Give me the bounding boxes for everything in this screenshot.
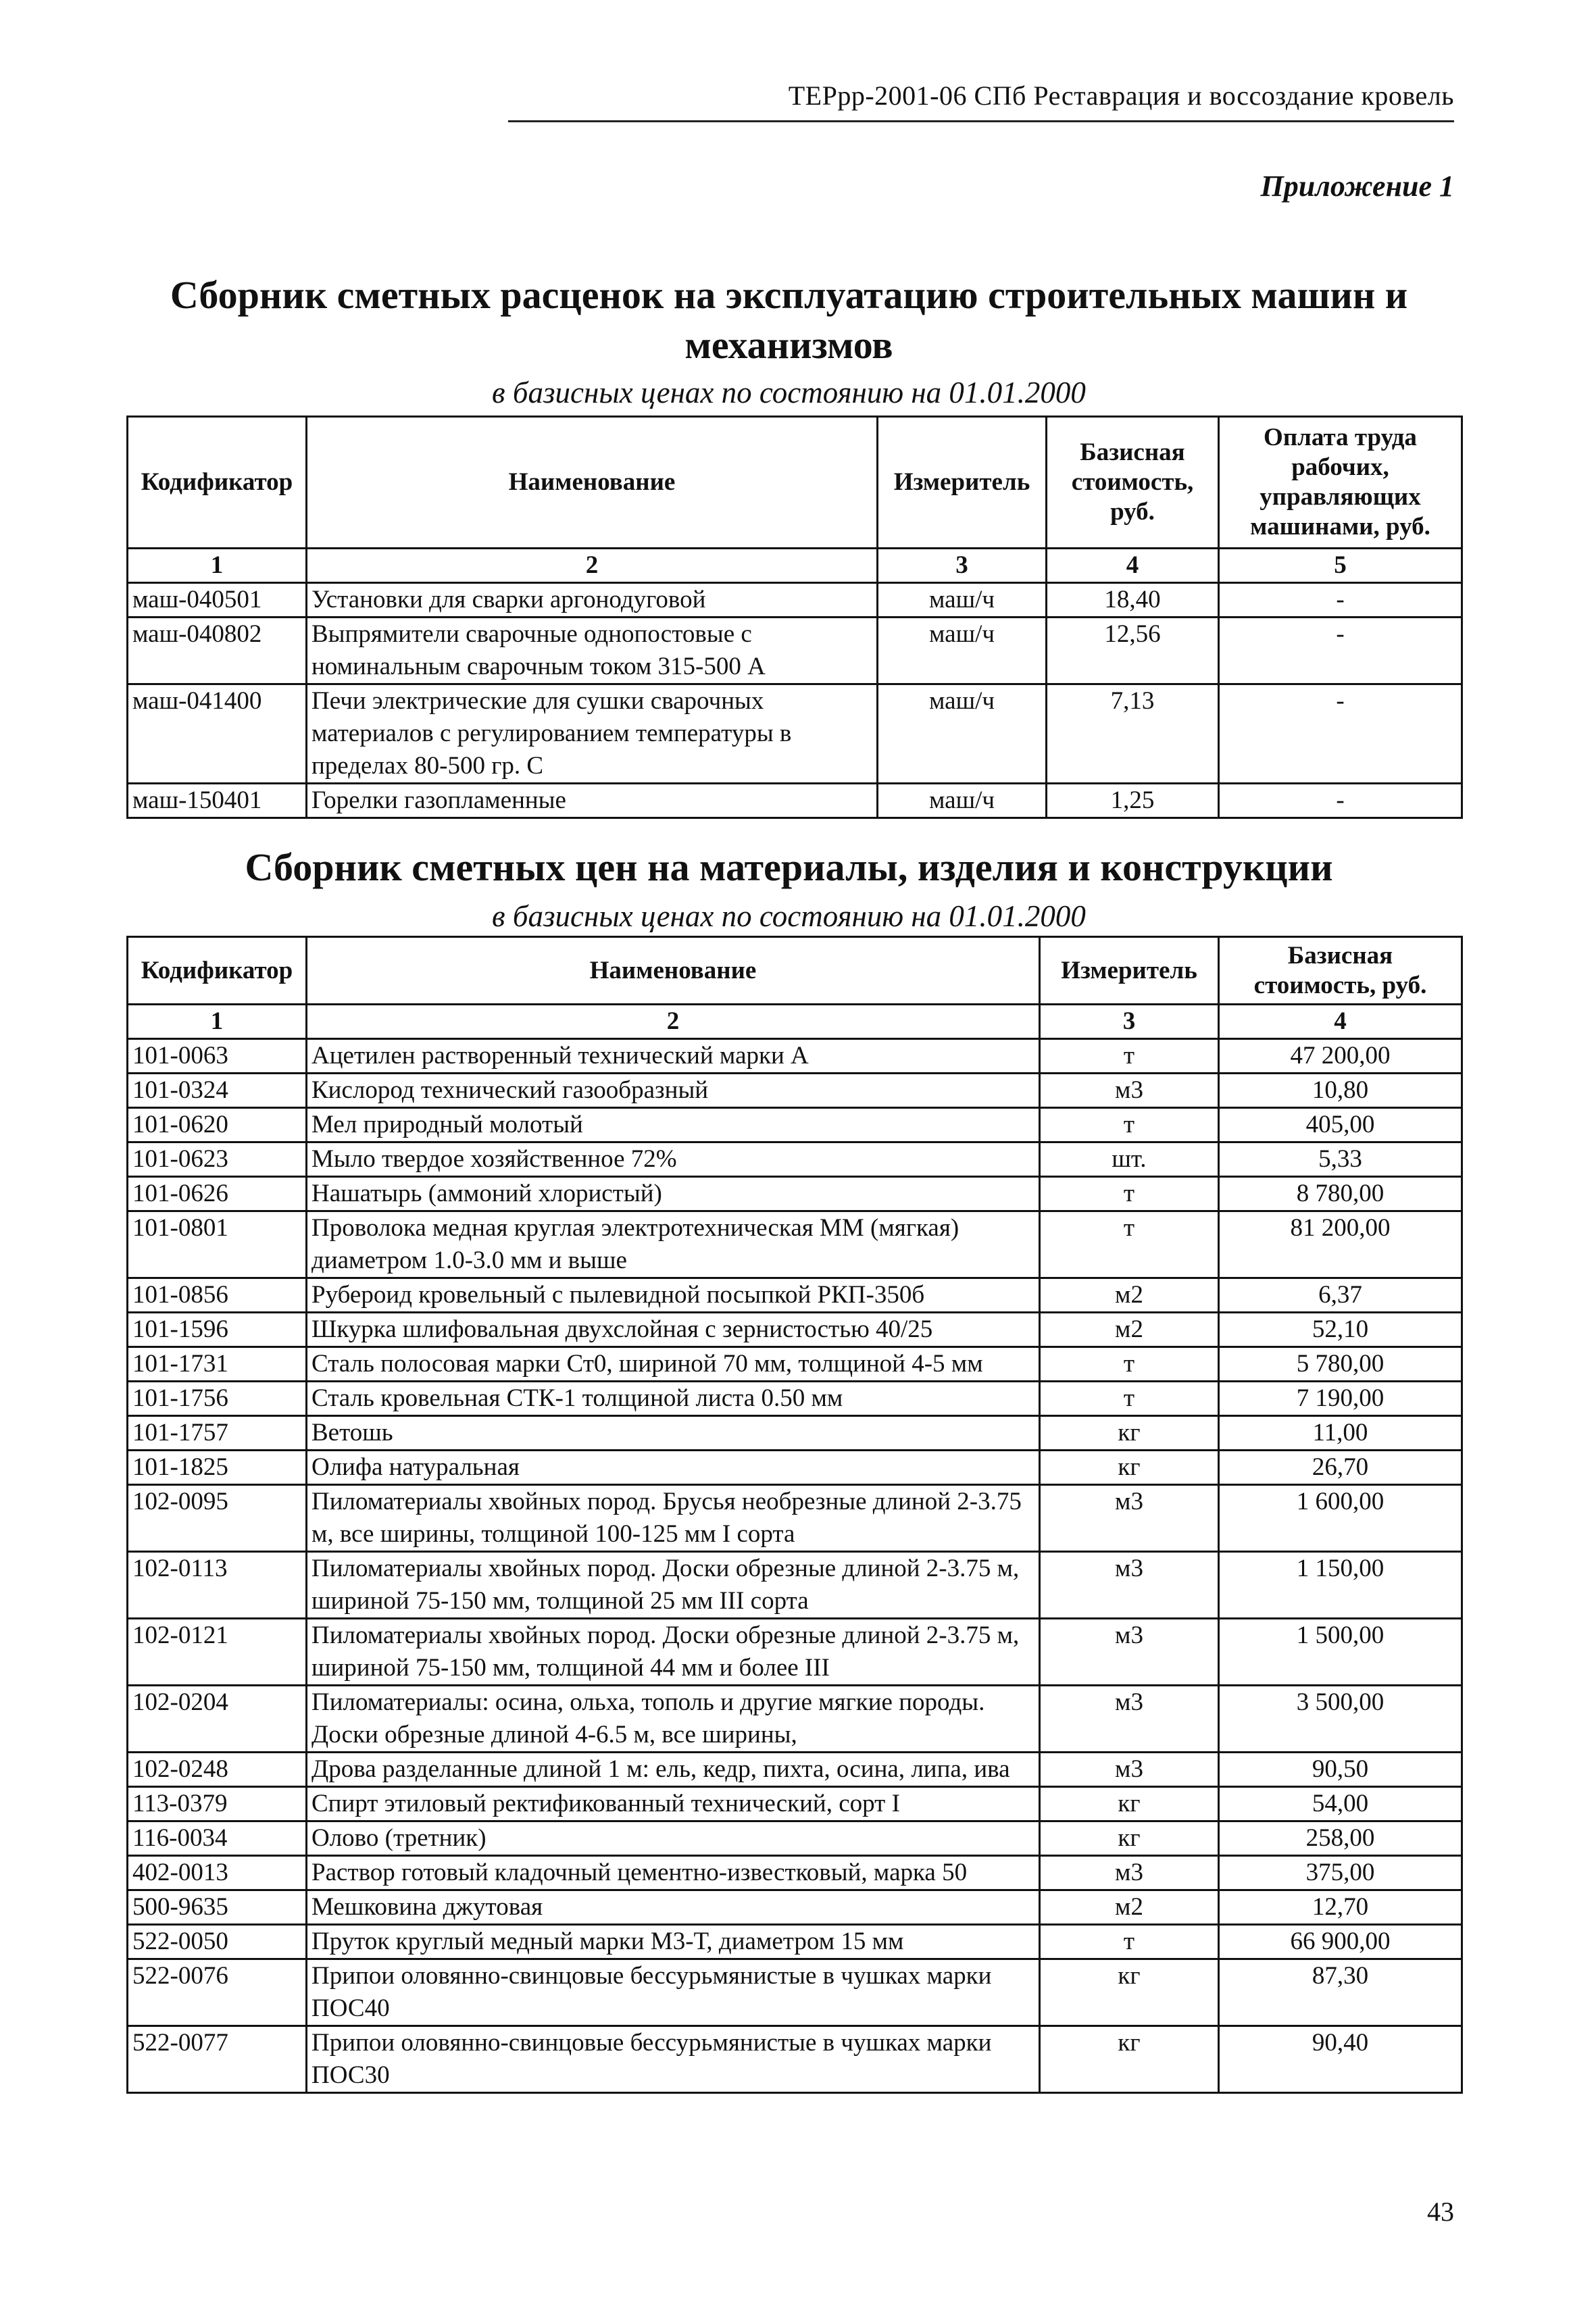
table-row bbox=[128, 1382, 1462, 1416]
column-number: 3 bbox=[878, 549, 1047, 583]
table-row bbox=[128, 2026, 1462, 2093]
unit-cell: кг bbox=[1040, 1959, 1219, 2026]
unit-cell: кг bbox=[1040, 1416, 1219, 1451]
cost-cell: 11,00 bbox=[1219, 1416, 1462, 1451]
unit-cell: м3 bbox=[1040, 1552, 1219, 1619]
cost-cell: 375,00 bbox=[1219, 1856, 1462, 1890]
column-number: 4 bbox=[1219, 1005, 1462, 1039]
name-cell: Рубероид кровельный с пылевидной посыпкой РКП-350б bbox=[307, 1278, 1040, 1313]
name-cell: Мел природный молотый bbox=[307, 1108, 1040, 1142]
cost-cell: 90,40 bbox=[1219, 2026, 1462, 2093]
name-cell: Кислород технический газообразный bbox=[307, 1074, 1040, 1108]
table-row bbox=[128, 1074, 1462, 1108]
code-cell: 101-1756 bbox=[128, 1382, 307, 1416]
name-cell: Олово (третник) bbox=[307, 1821, 1040, 1856]
unit-cell: т bbox=[1040, 1177, 1219, 1211]
code-cell: 101-1825 bbox=[128, 1451, 307, 1485]
cost-cell: 1 150,00 bbox=[1219, 1552, 1462, 1619]
table-row bbox=[128, 1925, 1462, 1959]
code-cell: 102-0113 bbox=[128, 1552, 307, 1619]
unit-cell: маш/ч bbox=[878, 784, 1047, 818]
running-title: ТЕРрр-2001-06 СПб Реставрация и воссоздание кровель bbox=[788, 80, 1454, 111]
cost-cell: 3 500,00 bbox=[1219, 1686, 1462, 1753]
code-cell: 522-0077 bbox=[128, 2026, 307, 2093]
column-number: 2 bbox=[307, 549, 878, 583]
name-cell: Выпрямители сварочные однопостовые с номинальным сварочным током 315-500 А bbox=[307, 618, 878, 684]
code-cell: 116-0034 bbox=[128, 1821, 307, 1856]
code-cell: маш-150401 bbox=[128, 784, 307, 818]
code-cell: 102-0248 bbox=[128, 1753, 307, 1787]
table-row bbox=[128, 1890, 1462, 1925]
code-cell: маш-040501 bbox=[128, 583, 307, 618]
cost-cell: 12,56 bbox=[1047, 618, 1219, 684]
name-cell: Ветошь bbox=[307, 1416, 1040, 1451]
table-row bbox=[128, 1787, 1462, 1821]
unit-cell: м3 bbox=[1040, 1074, 1219, 1108]
unit-cell: м2 bbox=[1040, 1313, 1219, 1347]
code-cell: 101-0063 bbox=[128, 1039, 307, 1074]
cost-cell: 90,50 bbox=[1219, 1753, 1462, 1787]
table-row bbox=[128, 583, 1462, 618]
unit-cell: т bbox=[1040, 1347, 1219, 1382]
cost-cell: 47 200,00 bbox=[1219, 1039, 1462, 1074]
table-row bbox=[128, 1313, 1462, 1347]
unit-cell: кг bbox=[1040, 1787, 1219, 1821]
unit-cell: м2 bbox=[1040, 1278, 1219, 1313]
column-number: 5 bbox=[1219, 549, 1462, 583]
name-cell: Дрова разделанные длиной 1 м: ель, кедр, пихта, осина, липа, ива bbox=[307, 1753, 1040, 1787]
col-header-name: Наименование bbox=[307, 937, 1040, 1005]
table-row bbox=[128, 618, 1462, 684]
cost-cell: 66 900,00 bbox=[1219, 1925, 1462, 1959]
unit-cell: т bbox=[1040, 1039, 1219, 1074]
cost-cell: 7,13 bbox=[1047, 684, 1219, 784]
col-header-labor: Оплата труда рабочих, управляющих машинами, руб. bbox=[1219, 417, 1462, 549]
table-row bbox=[128, 1211, 1462, 1278]
col-header-cost: Базисная стоимость, руб. bbox=[1047, 417, 1219, 549]
name-cell: Раствор готовый кладочный цементно-известковый, марка 50 bbox=[307, 1856, 1040, 1890]
code-cell: 101-0626 bbox=[128, 1177, 307, 1211]
cost-cell: 1,25 bbox=[1047, 784, 1219, 818]
code-cell: 402-0013 bbox=[128, 1856, 307, 1890]
column-number: 1 bbox=[128, 1005, 307, 1039]
unit-cell: шт. bbox=[1040, 1142, 1219, 1177]
col-header-unit: Измеритель bbox=[1040, 937, 1219, 1005]
table-row bbox=[128, 1278, 1462, 1313]
labor-cell: - bbox=[1219, 583, 1462, 618]
cost-cell: 1 600,00 bbox=[1219, 1485, 1462, 1552]
unit-cell: м3 bbox=[1040, 1753, 1219, 1787]
labor-cell: - bbox=[1219, 684, 1462, 784]
unit-cell: кг bbox=[1040, 2026, 1219, 2093]
column-number-row bbox=[128, 549, 1462, 583]
code-cell: 113-0379 bbox=[128, 1787, 307, 1821]
table-row bbox=[128, 1142, 1462, 1177]
code-cell: 522-0050 bbox=[128, 1925, 307, 1959]
code-cell: 500-9635 bbox=[128, 1890, 307, 1925]
table-row bbox=[128, 1686, 1462, 1753]
header-rule bbox=[508, 120, 1454, 122]
unit-cell: маш/ч bbox=[878, 618, 1047, 684]
name-cell: Олифа натуральная bbox=[307, 1451, 1040, 1485]
table-row bbox=[128, 1451, 1462, 1485]
table-row bbox=[128, 1039, 1462, 1074]
unit-cell: кг bbox=[1040, 1821, 1219, 1856]
table-row bbox=[128, 1177, 1462, 1211]
unit-cell: т bbox=[1040, 1211, 1219, 1278]
table-row bbox=[128, 1856, 1462, 1890]
name-cell: Горелки газопламенные bbox=[307, 784, 878, 818]
unit-cell: т bbox=[1040, 1925, 1219, 1959]
name-cell: Установки для сварки аргонодуговой bbox=[307, 583, 878, 618]
name-cell: Проволока медная круглая электротехническая ММ (мягкая) диаметром 1.0-3.0 мм и выше bbox=[307, 1211, 1040, 1278]
cost-cell: 10,80 bbox=[1219, 1074, 1462, 1108]
table-row bbox=[128, 1552, 1462, 1619]
unit-cell: маш/ч bbox=[878, 684, 1047, 784]
table-row bbox=[128, 1821, 1462, 1856]
unit-cell: маш/ч bbox=[878, 583, 1047, 618]
name-cell: Пиломатериалы: осина, ольха, тополь и другие мягкие породы. Доски обрезные длиной 4-6.5 м, все ширины, bbox=[307, 1686, 1040, 1753]
cost-cell: 87,30 bbox=[1219, 1959, 1462, 2026]
cost-cell: 7 190,00 bbox=[1219, 1382, 1462, 1416]
unit-cell: м3 bbox=[1040, 1619, 1219, 1686]
name-cell: Припои оловянно-свинцовые бессурьмянистые в чушках марки ПОС30 bbox=[307, 2026, 1040, 2093]
cost-cell: 18,40 bbox=[1047, 583, 1219, 618]
machines-table bbox=[126, 416, 1463, 819]
name-cell: Сталь кровельная СТК-1 толщиной листа 0.50 мм bbox=[307, 1382, 1040, 1416]
column-number: 3 bbox=[1040, 1005, 1219, 1039]
column-number: 1 bbox=[128, 549, 307, 583]
cost-cell: 81 200,00 bbox=[1219, 1211, 1462, 1278]
unit-cell: т bbox=[1040, 1382, 1219, 1416]
code-cell: маш-041400 bbox=[128, 684, 307, 784]
cost-cell: 26,70 bbox=[1219, 1451, 1462, 1485]
unit-cell: м3 bbox=[1040, 1485, 1219, 1552]
code-cell: 101-0324 bbox=[128, 1074, 307, 1108]
cost-cell: 52,10 bbox=[1219, 1313, 1462, 1347]
section1-subtitle: в базисных ценах по состоянию на 01.01.2000 bbox=[492, 376, 1086, 409]
col-header-unit: Измеритель bbox=[878, 417, 1047, 549]
name-cell: Ацетилен растворенный технический марки А bbox=[307, 1039, 1040, 1074]
code-cell: 101-0856 bbox=[128, 1278, 307, 1313]
name-cell: Припои оловянно-свинцовые бессурьмянистые в чушках марки ПОС40 bbox=[307, 1959, 1040, 2026]
col-header-name: Наименование bbox=[307, 417, 878, 549]
name-cell: Нашатырь (аммоний хлористый) bbox=[307, 1177, 1040, 1211]
table-row bbox=[128, 1347, 1462, 1382]
code-cell: 101-0801 bbox=[128, 1211, 307, 1278]
cost-cell: 5 780,00 bbox=[1219, 1347, 1462, 1382]
table-row bbox=[128, 1416, 1462, 1451]
column-number-row bbox=[128, 1005, 1462, 1039]
col-header-code: Кодификатор bbox=[128, 417, 307, 549]
page-number: 43 bbox=[1427, 2196, 1454, 2227]
materials-table bbox=[126, 936, 1463, 2094]
unit-cell: т bbox=[1040, 1108, 1219, 1142]
cost-cell: 5,33 bbox=[1219, 1142, 1462, 1177]
name-cell: Пиломатериалы хвойных пород. Доски обрезные длиной 2-3.75 м, шириной 75-150 мм, толщиной 25 мм III сорта bbox=[307, 1552, 1040, 1619]
code-cell: 101-0620 bbox=[128, 1108, 307, 1142]
cost-cell: 6,37 bbox=[1219, 1278, 1462, 1313]
table-row bbox=[128, 1108, 1462, 1142]
section1-title: Сборник сметных расценок на эксплуатацию строительных машин и механизмов bbox=[170, 273, 1408, 367]
code-cell: 101-1757 bbox=[128, 1416, 307, 1451]
code-cell: 102-0095 bbox=[128, 1485, 307, 1552]
name-cell: Шкурка шлифовальная двухслойная с зернистостью 40/25 bbox=[307, 1313, 1040, 1347]
cost-cell: 1 500,00 bbox=[1219, 1619, 1462, 1686]
col-header-cost: Базисная стоимость, руб. bbox=[1219, 937, 1462, 1005]
unit-cell: м3 bbox=[1040, 1856, 1219, 1890]
table-row bbox=[128, 1485, 1462, 1552]
code-cell: 101-1596 bbox=[128, 1313, 307, 1347]
code-cell: 101-1731 bbox=[128, 1347, 307, 1382]
table-row bbox=[128, 1753, 1462, 1787]
cost-cell: 405,00 bbox=[1219, 1108, 1462, 1142]
code-cell: 102-0204 bbox=[128, 1686, 307, 1753]
name-cell: Мыло твердое хозяйственное 72% bbox=[307, 1142, 1040, 1177]
table-row bbox=[128, 1959, 1462, 2026]
col-header-code: Кодификатор bbox=[128, 937, 307, 1005]
table-row bbox=[128, 784, 1462, 818]
unit-cell: м3 bbox=[1040, 1686, 1219, 1753]
name-cell: Пруток круглый медный марки М3-Т, диаметром 15 мм bbox=[307, 1925, 1040, 1959]
name-cell: Пиломатериалы хвойных пород. Брусья необрезные длиной 2-3.75 м, все ширины, толщиной 100-125 мм I сорта bbox=[307, 1485, 1040, 1552]
code-cell: 522-0076 bbox=[128, 1959, 307, 2026]
labor-cell: - bbox=[1219, 618, 1462, 684]
section2-title: Сборник сметных цен на материалы, изделия и конструкции bbox=[245, 845, 1333, 889]
cost-cell: 12,70 bbox=[1219, 1890, 1462, 1925]
table-row bbox=[128, 684, 1462, 784]
labor-cell: - bbox=[1219, 784, 1462, 818]
unit-cell: м2 bbox=[1040, 1890, 1219, 1925]
column-number: 4 bbox=[1047, 549, 1219, 583]
code-cell: 102-0121 bbox=[128, 1619, 307, 1686]
column-number: 2 bbox=[307, 1005, 1040, 1039]
name-cell: Печи электрические для сушки сварочных материалов с регулированием температуры в пределах 80-500 гр. С bbox=[307, 684, 878, 784]
name-cell: Пиломатериалы хвойных пород. Доски обрезные длиной 2-3.75 м, шириной 75-150 мм, толщиной 44 мм и более III bbox=[307, 1619, 1040, 1686]
table-row bbox=[128, 1619, 1462, 1686]
code-cell: маш-040802 bbox=[128, 618, 307, 684]
unit-cell: кг bbox=[1040, 1451, 1219, 1485]
code-cell: 101-0623 bbox=[128, 1142, 307, 1177]
name-cell: Сталь полосовая марки Ст0, шириной 70 мм, толщиной 4-5 мм bbox=[307, 1347, 1040, 1382]
appendix-label: Приложение 1 bbox=[1260, 170, 1454, 203]
cost-cell: 54,00 bbox=[1219, 1787, 1462, 1821]
name-cell: Спирт этиловый ректификованный технический, сорт I bbox=[307, 1787, 1040, 1821]
section2-subtitle: в базисных ценах по состоянию на 01.01.2000 bbox=[492, 899, 1086, 933]
name-cell: Мешковина джутовая bbox=[307, 1890, 1040, 1925]
cost-cell: 8 780,00 bbox=[1219, 1177, 1462, 1211]
cost-cell: 258,00 bbox=[1219, 1821, 1462, 1856]
